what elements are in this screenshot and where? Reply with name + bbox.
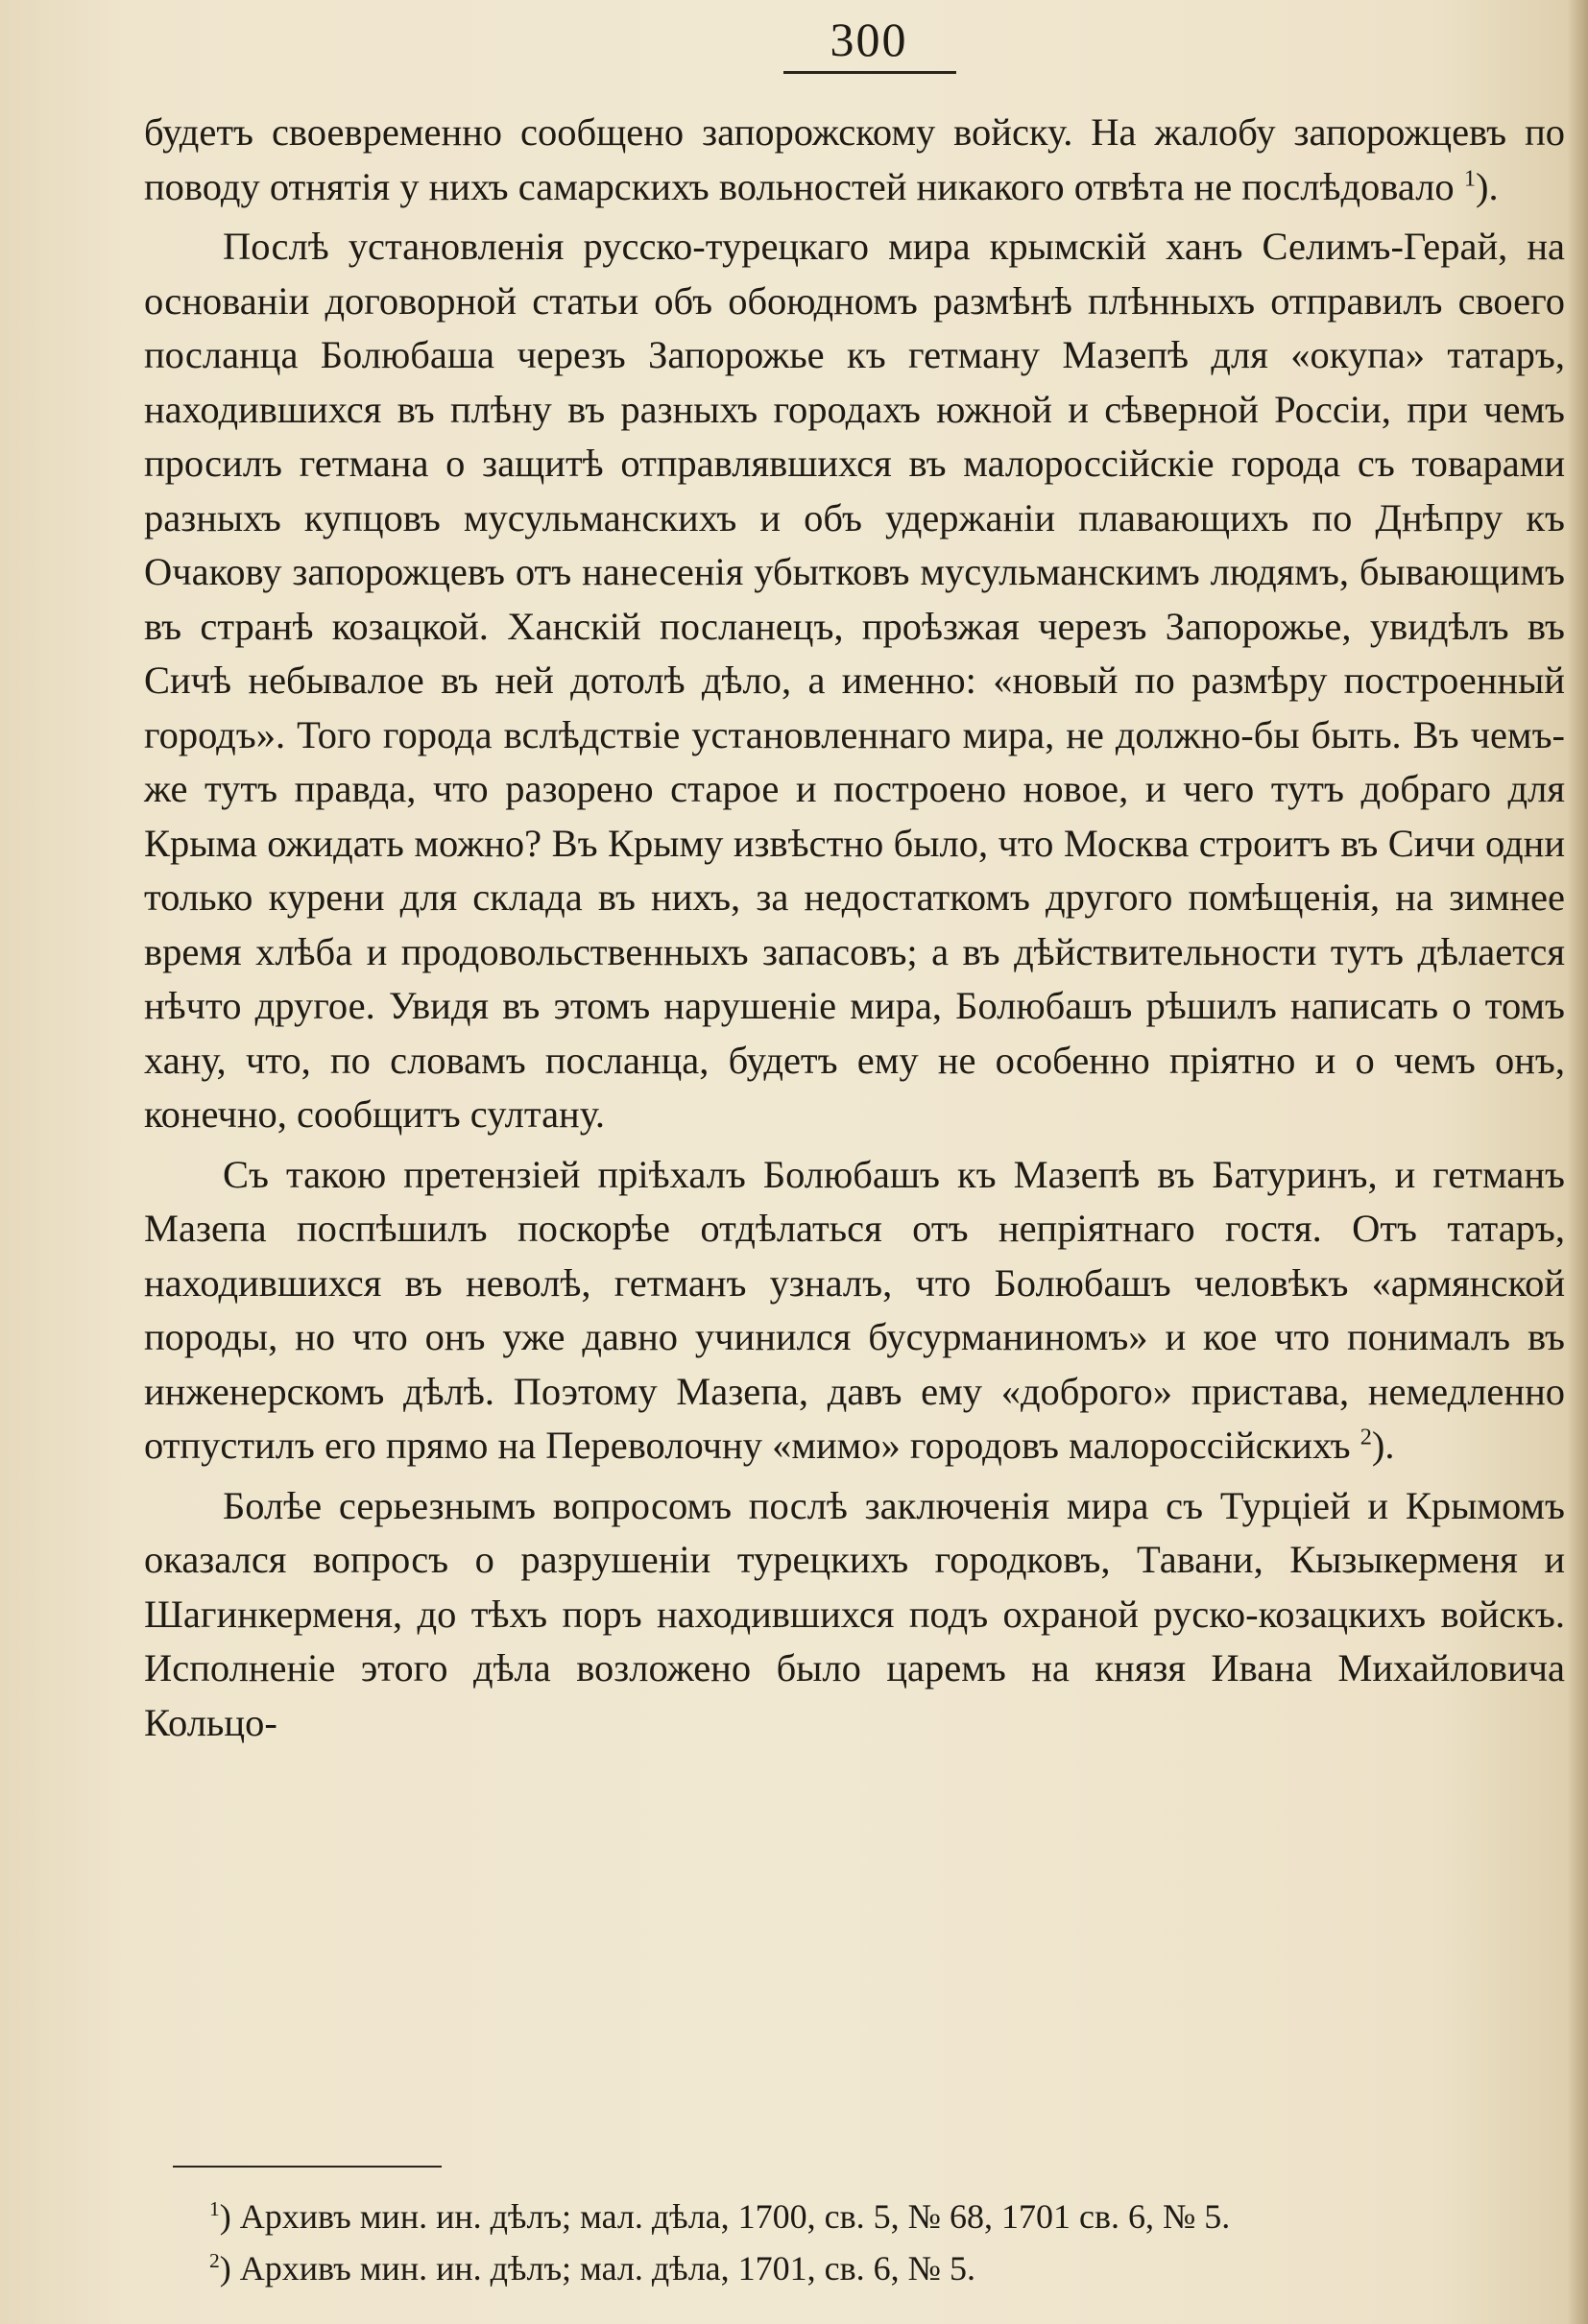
- paragraph-text: Болѣе серьезнымъ вопросомъ послѣ заключенія мира съ Турціей и Крымомъ оказался вопросъ о разрушеніи турецкихъ городковъ, Тавани, Кызыкерменя и Шагинкерменя, до тѣхъ поръ находившихся подъ охраной руско-козацкихъ войскъ. Исполненіе этого дѣла возложено было царемъ на князя Ивана Михайловича Кольцо-: [144, 1483, 1565, 1744]
- paragraph: [144, 1148, 1565, 1473]
- footnote: [209, 2242, 1563, 2294]
- paragraph-text: Съ такою претензіей пріѣхалъ Болюбашъ къ Мазепѣ въ Батуринъ, и гетманъ Мазепа поспѣшилъ поскорѣе отдѣлаться отъ непріятнаго гостя. Отъ татаръ, находившихся въ неволѣ, гетманъ узналъ, что Болюбашъ человѣкъ «армянской породы, но что онъ уже давно учинился бусурманиномъ» и кое что понималъ въ инженерскомъ дѣлѣ. Поэтому Мазепа, давъ ему «доброго» пристава, немедленно отпустилъ его прямо на Переволочну «мимо» городовъ малороссійскихъ: [144, 1152, 1565, 1467]
- body-text: [144, 106, 1565, 1756]
- paragraph: [144, 1479, 1565, 1751]
- footnote: [209, 2191, 1563, 2242]
- footnote-text: ) Архивъ мин. ин. дѣлъ; мал. дѣла, 1701, св. 6, № 5.: [219, 2249, 975, 2288]
- page-number: 300: [830, 12, 908, 66]
- footnotes: [209, 2191, 1563, 2294]
- paragraph: [144, 220, 1565, 1142]
- footnote-ref: 1: [1463, 165, 1476, 191]
- paragraph-text: Послѣ установленія русско-турецкаго мира крымскій ханъ Селимъ-Герай, на основаніи договорной статьи объ обоюдномъ размѣнѣ плѣнныхъ отправилъ своего посланца Болюбаша черезъ Запорожье къ гетману Мазепѣ для «окупа» татаръ, находившихся въ плѣну въ разныхъ городахъ южной и сѣверной Россіи, при чемъ просилъ гетмана о защитѣ отправлявшихся въ малороссійскіе города съ товарами разныхъ купцовъ мусульманскихъ и объ удержаніи плавающихъ по Днѣпру къ Очакову запорожцевъ отъ нанесенія убытковъ мусульманскимъ людямъ, бывающимъ въ странѣ козацкой. Ханскій посланецъ, проѣзжая черезъ Запорожье, увидѣлъ въ Сичѣ небывалое въ ней дотолѣ дѣло, а именно: «новый по размѣру построенный городъ». Того города вслѣдствіе установленнаго мира, не должно-бы быть. Въ чемъ-же тутъ правда, что разорено старое и построено новое, и чего тутъ добраго для Крыма ожидать можно? Въ Крыму извѣстно было, что Москва строитъ въ Сичи одни только курени для склада въ нихъ, за недостаткомъ другого помѣщенія, на зимнее время хлѣба и продовольственныхъ запасовъ; а въ дѣйствительности тутъ дѣлается нѣчто другое. Увидя въ этомъ нарушеніе мира, Болюбашъ рѣшилъ написать о томъ хану, что, по словамъ посланца, будетъ ему не особенно пріятно и о чемъ онъ, конечно, сообщитъ султану.: [144, 225, 1565, 1136]
- footnote-mark: 2: [209, 2249, 220, 2272]
- paragraph-tail: ).: [1475, 164, 1499, 208]
- paragraph-tail: ).: [1371, 1424, 1395, 1467]
- footnote-mark: 1: [209, 2197, 220, 2220]
- footnote-ref: 2: [1359, 1424, 1372, 1450]
- page-edge-shadow: [1567, 0, 1588, 2324]
- paragraph-text: будетъ своевременно сообщено запорожскому войску. На жалобу запорожцевъ по поводу отнятія у нихъ самарскихъ вольностей никакого отвѣта не послѣдовало: [144, 110, 1565, 208]
- paragraph: [144, 106, 1565, 214]
- header-rule: [783, 71, 956, 74]
- footnote-text: ) Архивъ мин. ин. дѣлъ; мал. дѣла, 1700, св. 5, № 68, 1701 св. 6, № 5.: [219, 2197, 1231, 2236]
- footnote-divider: [173, 2166, 442, 2168]
